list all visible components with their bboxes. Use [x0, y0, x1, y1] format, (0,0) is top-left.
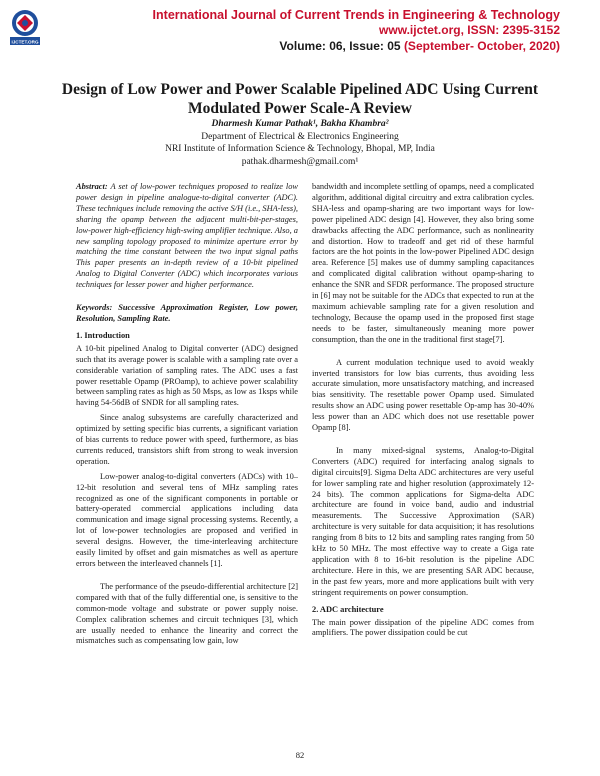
volume-issue-line [0, 39, 560, 53]
keywords-text: Successive Approximation Register, Low power, Resolution, Sampling Rate. [76, 303, 298, 323]
author-institute: NRI Institute of Information Science & Technology, Bhopal, MP, India [165, 144, 435, 154]
author-block [40, 118, 560, 168]
issue-date: (September- October, 2020) [403, 39, 560, 53]
journal-url-issn[interactable]: www.ijctet.org, ISSN: 2395-3152 [379, 23, 560, 37]
right-paragraph-1: bandwidth and incomplete settling of opamps, need a complicated algorithm, additional digital circuitry and extra calibration cycles. SHA-less and opamp-sharing are two important ways for low-power pipelined ADC design [4]. However, they also bring some drawbacks affecting the ADC performance, such as nonlinearity and distortion. How to tradeoff and get rid of these harmful factors are the hot points in the low-power Pipelined ADC design area. Reference [5] makes use of dummy sampling capacitances and complicated digital calibration without opamp-sharing to enhance the SNR and SFDR performance. The proposed structure in [6] may not be suitable for the ADCs that expected to run at the maximum achievable sampling rate for a given resolution and technology, Because the opamp used in the proposed first stage needs to be faster, simultaneously meaning more power consumption, than the one in the traditional first stage[7]. [312, 182, 534, 344]
intro-paragraph-2: Since analog subsystems are carefully characterized and optimized by setting specific bias currents, a significant variation of bias currents to reduce power with speed, furthermore, as bias currents reduced, transistors shift from strong to weak inversion operation. [76, 413, 298, 466]
author-email[interactable]: pathak.dharmesh@gmail.com¹ [241, 156, 359, 167]
page-number: 82 [295, 750, 305, 760]
abstract [76, 182, 298, 291]
abstract-text: A set of low-power techniques proposed to realize low power design in pipeline analogue-to-digital converter (ADC). These techniques include removing the active S/H (i.e., SHA-less), sharing the opamp between the adjacent multi-bit-per-stages, low-power high-efficiency high-swing amplifier technique. Also, a new sampling topology proposed to minimize aperture error by matching the time constant between the two input signal paths This paper presents an in-depth review of a 10-bit pipelined Analog to Digital Converter (ADC) which incorporates various techniques for lesser power and higher performance. [76, 182, 298, 290]
intro-paragraph-4: The performance of the pseudo-differential architecture [2] compared with that of the fully differential one, is sensitive to the common-mode voltage and substrate or power supply noise. Complex calibration schemes and circuit techniques [3], which are usually needed to enhance the linearity and correct the mismatches such as compensating low gain, low [76, 581, 298, 646]
intro-paragraph-3: Low-power analog-to-digital converters (ADCs) with 10– 12-bit resolution and several tens of MHz sampling rates recognized as one of the significant components in portable or battery-operated commercial applications including data communication and image signal processing systems. Recently, a lot of low-power technologies are proposed and verified in several designs. However, the time-interleaving architecture easily limited by offset and gain mismatches as well as aperture errors between the interleaved channels [1]. [76, 471, 298, 568]
paper-title: Design of Low Power and Power Scalable Pipelined ADC Using Current Modulated Power Scale-A Review [61, 81, 539, 117]
left-column [76, 182, 298, 651]
intro-paragraph-1: A 10-bit pipelined Analog to Digital converter (ADC) designed such that its average power is scalable with a sampling rate over a considerable variation of sampling rates. The ADC uses a fast power resettable Opamp (PROamp), to achieve power scalability between sampling rates as high as 50 Msps, as low as 1ksps while having 54-56dB of SNDR for all sampling rates. [76, 343, 298, 408]
right-paragraph-2: A current modulation technique used to avoid weakly inverted transistors for low bias currents, thus avoiding less accurate simulation, more unsatisfactory matching, and increased bias sensitivity. The resettable power Opamp used. Simulated results show an ADC using power resettable Op-amp has 30-40% less power than an ADC which does not use resettable power Opamp [8]. [312, 357, 534, 433]
section-1-heading: 1. Introduction [76, 330, 130, 340]
right-column [312, 182, 534, 643]
volume-issue: Volume: 06, Issue: 05 [279, 39, 401, 53]
keywords-label: Keywords: [76, 303, 113, 313]
right-paragraph-3: In many mixed-signal systems, Analog-to-Digital Converters (ADC) required for interfacing analog signals to digital circuits[9]. Sigma Delta ADC architectures are very useful for lower sampling rate and higher resolution (approximately 12-24 bits). The common applications for Sigma-delta ADC architecture are found in voice band, audio and industrial measurements. The Successive Approximation (SAR) architecture is very suitable for data acquisition; it has resolutions ranging from 8 bits to 12 bits and sampling rates ranging from 50 kHz to 50 MHz. The most effective way to create a Giga rate application with 8 to 16-bit resolution is the pipeline ADC architecture. Here in this, we are presenting SAR ADC because, in the past few years, more and more applications built with very stringent requirements on power consumption. [312, 445, 534, 597]
abstract-label: Abstract: [76, 182, 108, 191]
right-paragraph-4: The main power dissipation of the pipeline ADC comes from amplifiers. The power dissipation could be cut [312, 617, 534, 638]
author-department: Department of Electrical & Electronics Engineering [201, 131, 399, 142]
logo-text: IJCTET.ORG [11, 39, 39, 45]
journal-title: International Journal of Current Trends in Engineering & Technology [152, 8, 560, 22]
section-2-heading: 2. ADC architecture [312, 604, 384, 614]
author-names: Dharmesh Kumar Pathak¹, Bakha Khambra² [211, 119, 389, 129]
journal-header [0, 8, 560, 53]
keywords [76, 303, 298, 325]
